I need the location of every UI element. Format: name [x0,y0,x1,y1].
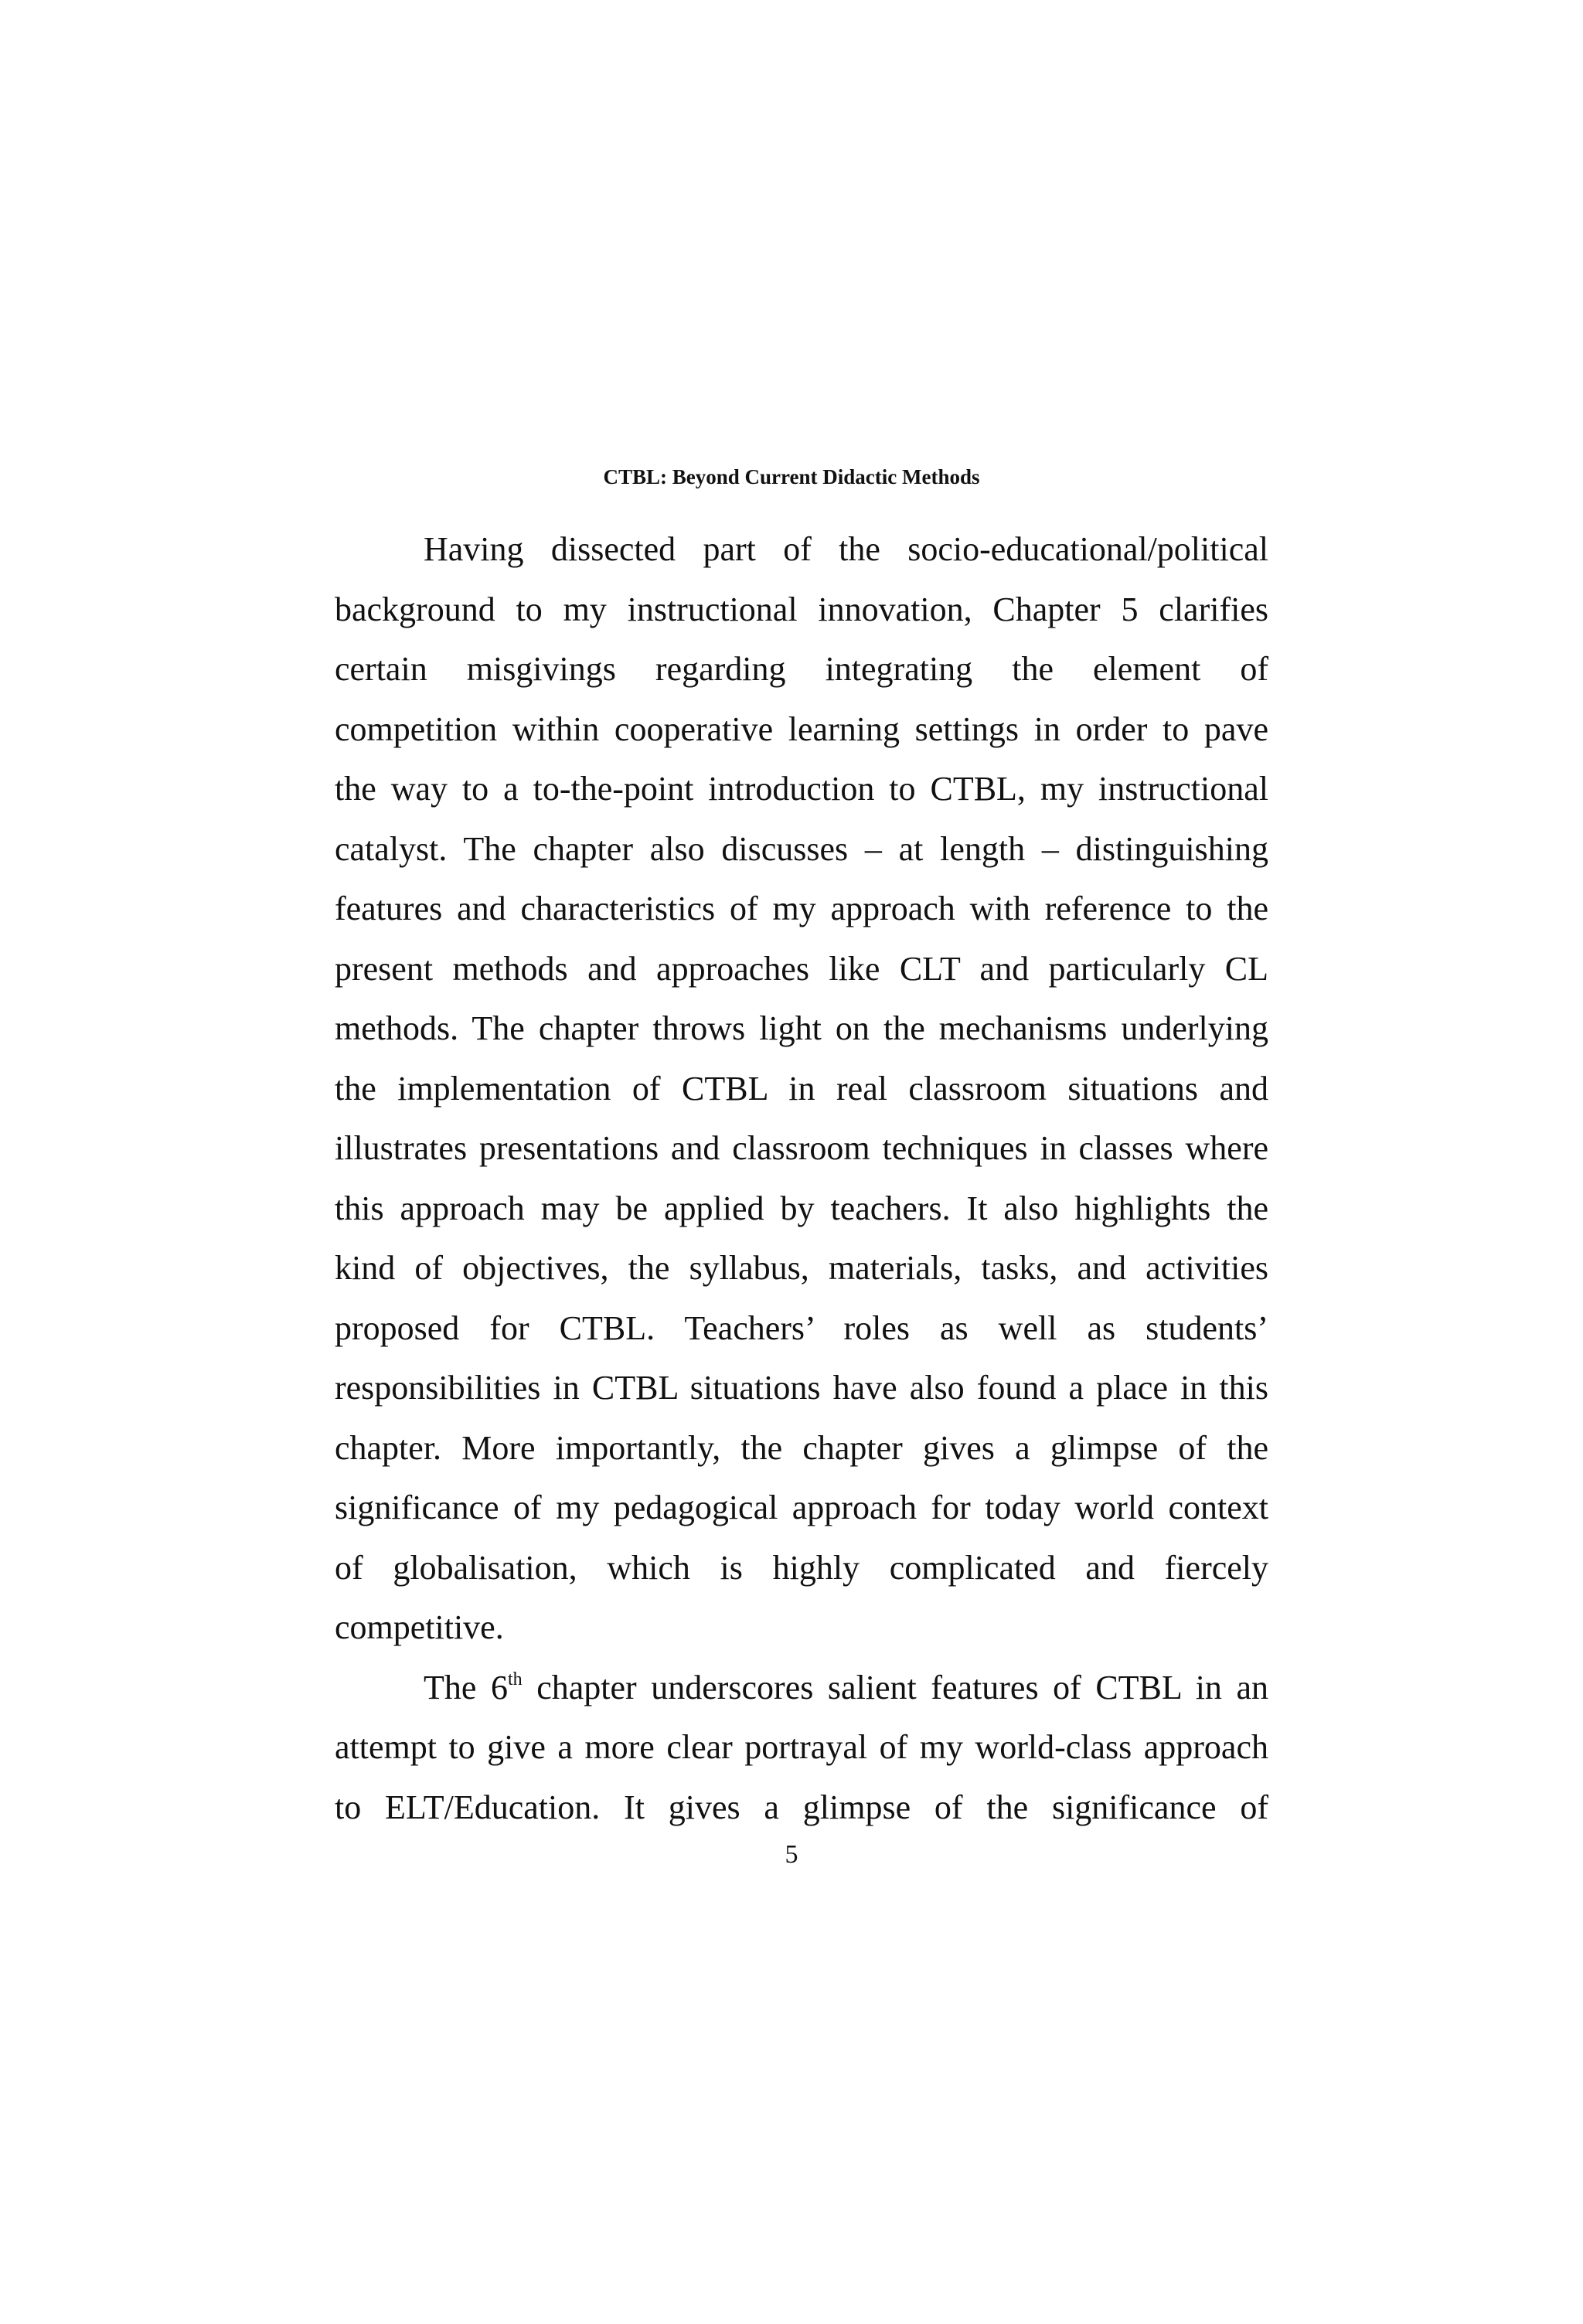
text-line: catalyst. The chapter also discusses – at length – distinguishing [335,829,1268,868]
text-line: features and characteristics of my approach with reference to the [335,890,1268,927]
text-line: methods. The chapter throws light on the mechanisms underlying [335,1009,1268,1047]
running-header: CTBL: Beyond Current Didactic Methods [603,465,980,488]
text-line: responsibilities in CTBL situations have also found a place in this [335,1369,1268,1407]
body-text [335,519,1268,1837]
text-line: competition within cooperative learning settings in order to pave [335,709,1268,748]
text-line: chapter. More importantly, the chapter gives a glimpse of the [335,1428,1268,1467]
text-line: illustrates presentations and classroom techniques in classes where [335,1129,1268,1167]
text-line: Having dissected part of the socio-educational/political [424,530,1268,568]
text-line: kind of objectives, the syllabus, materials, tasks, and activities [335,1249,1268,1287]
text-line: The 6th chapter underscores salient features of CTBL in an [424,1668,1269,1706]
text-line: this approach may be applied by teachers. It also highlights the [335,1189,1268,1227]
superscript: th [507,1669,523,1689]
page-number: 5 [785,1840,798,1869]
text-line: background to my instructional innovation, Chapter 5 clarifies [335,590,1268,628]
text-line: of globalisation, which is highly complicated and fiercely [335,1548,1268,1587]
text-line: competitive. [335,1608,504,1646]
text-line: attempt to give a more clear portrayal of my world-class approach [335,1728,1268,1766]
text-line: the implementation of CTBL in real classroom situations and [335,1069,1268,1108]
text-line: present methods and approaches like CLT and particularly CL [335,949,1268,988]
text-line: proposed for CTBL. Teachers’ roles as well as students’ [335,1308,1268,1347]
text-line: certain misgivings regarding integrating the element of [335,650,1268,688]
text-line: to ELT/Education. It gives a glimpse of the significance of [335,1788,1268,1826]
text-line: significance of my pedagogical approach for today world context [335,1489,1268,1526]
text-line: the way to a to-the-point introduction to CTBL, my instructional [335,770,1268,808]
